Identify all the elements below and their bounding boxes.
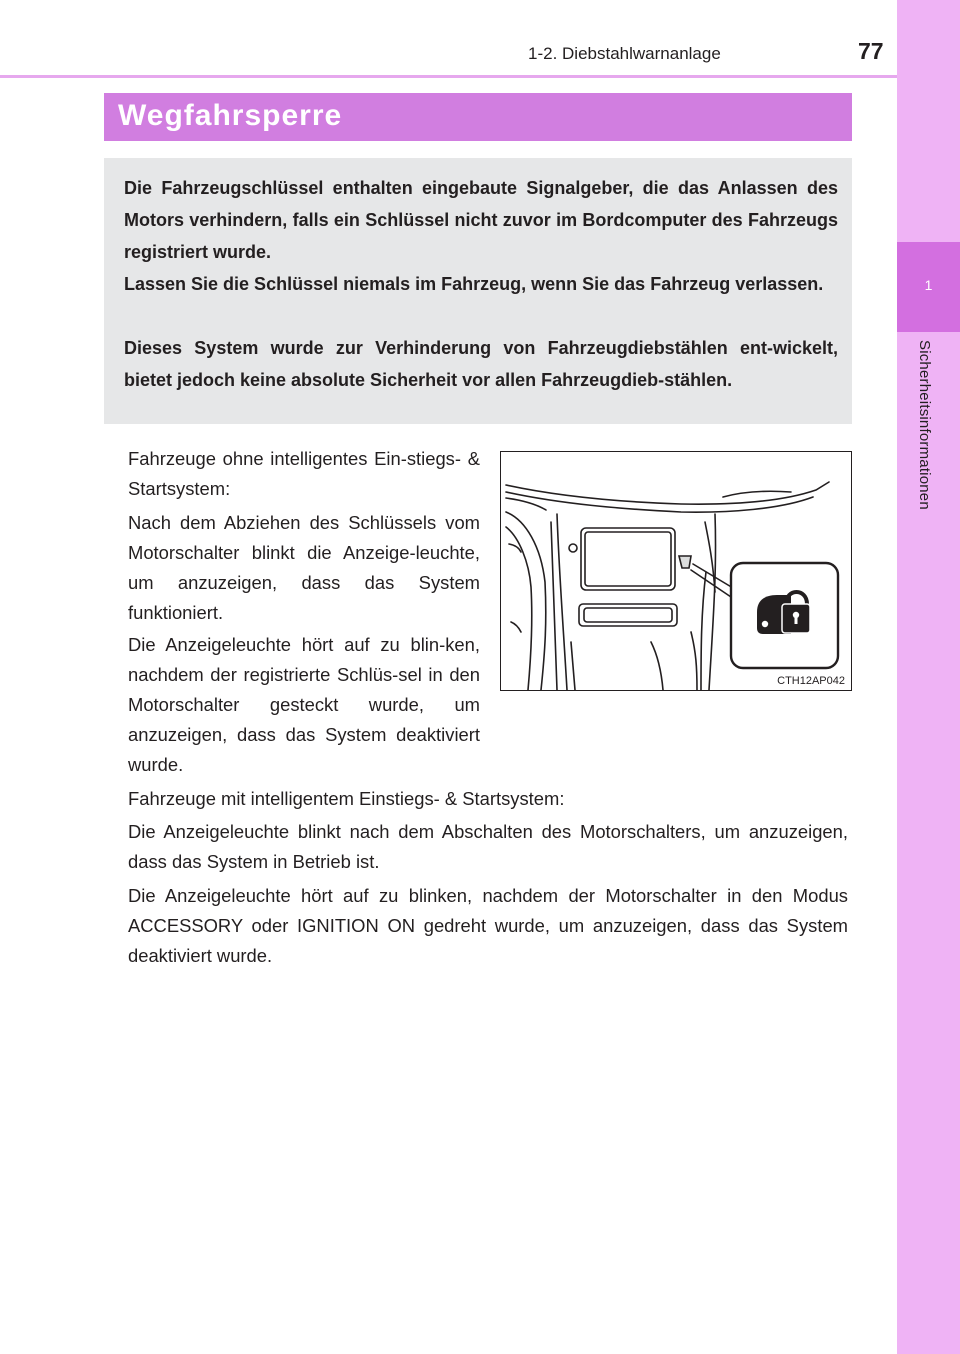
intro-paragraph-2: Lassen Sie die Schlüssel niemals im Fahrzeug, wenn Sie das Fahrzeug verlassen. (124, 274, 824, 294)
body-paragraph-5: Die Anzeigeleuchte blinkt nach dem Abschalten des Motorschalters, um anzuzeigen, dass das System in Betrieb ist. (128, 821, 848, 872)
page-number: 77 (858, 38, 884, 64)
chapter-title-vertical: Sicherheitsinformationen (916, 340, 933, 510)
dashboard-figure (500, 451, 852, 691)
header-section-title: 1-2. Diebstahlwarnanlage (528, 44, 721, 63)
body-paragraph-3: Die Anzeigeleuchte hört auf zu blin-ken, nachdem der registrierte Schlüs-sel in den Motorschalter gesteckt wurde, um anzuzeigen, dass das System deaktiviert wurde. (128, 634, 480, 775)
body-paragraph-6: Die Anzeigeleuchte hört auf zu blinken, nachdem der Motorschalter in den Modus ACCESSORY oder IGNITION ON gedreht wurde, um anzuzeigen, dass das System deaktiviert wurde. (128, 885, 848, 966)
figure-code: CTH12AP042 (777, 675, 845, 687)
header-divider (0, 75, 897, 78)
body-paragraph-2: Nach dem Abziehen des Schlüssels vom Motorschalter blinkt die Anzeige-leuchte, um anzuzeigen, dass das System funktioniert. (128, 512, 480, 623)
body-paragraph-4: Fahrzeuge mit intelligentem Einstiegs- & Startsystem: (128, 788, 565, 809)
chapter-side-strip (897, 0, 960, 1354)
intro-paragraph-1: Die Fahrzeugschlüssel enthalten eingebaute Signalgeber, die das Anlassen des Motors verhindern, falls ein Schlüssel nicht zuvor im Bordcomputer des Fahrzeugs registriert wurde. (124, 178, 838, 262)
section-title-bar (104, 93, 852, 141)
section-title: Wegfahrsperre (118, 99, 343, 132)
intro-paragraph-3: Dieses System wurde zur Verhinderung von Fahrzeugdiebstählen ent-wickelt, bietet jedoch keine absolute Sicherheit vor allen Fahrzeugdieb-stählen. (124, 338, 838, 390)
dashboard-illustration (501, 452, 851, 690)
intro-box (104, 158, 852, 424)
body-paragraph-1: Fahrzeuge ohne intelligentes Ein-stiegs- & Startsystem: (128, 448, 480, 499)
chapter-tab-number: 1 (924, 277, 933, 293)
